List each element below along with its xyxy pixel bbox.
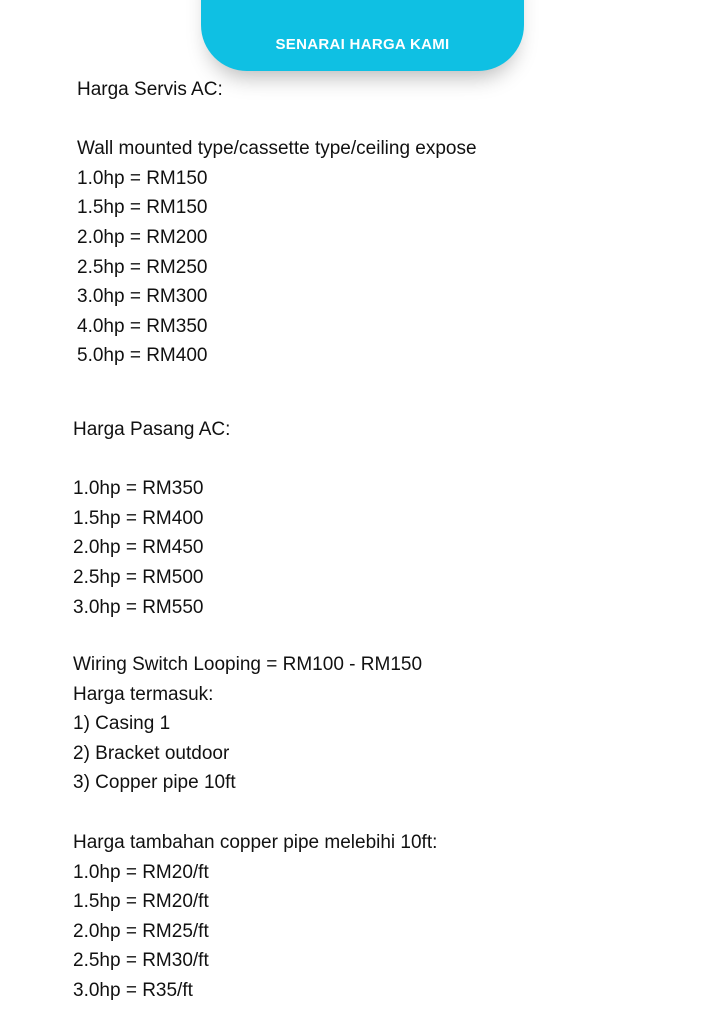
servis-heading: Harga Servis AC:	[77, 79, 223, 100]
tambahan-price-item: 1.0hp = RM20/ft	[73, 861, 209, 883]
servis-price-item: 2.0hp = RM200	[77, 226, 208, 248]
wiring-include-item: 3) Copper pipe 10ft	[73, 772, 236, 794]
servis-price-item: 5.0hp = RM400	[77, 345, 208, 367]
pasang-price-item: 1.5hp = RM400	[73, 507, 204, 529]
tambahan-price-item: 2.0hp = RM25/ft	[73, 920, 209, 942]
pasang-price-section	[73, 415, 230, 622]
tambahan-price-item: 3.0hp = R35/ft	[73, 979, 193, 1001]
servis-type-line: Wall mounted type/cassette type/ceiling expose	[77, 138, 477, 160]
wiring-includes-heading: Harga termasuk:	[73, 683, 214, 705]
servis-price-item: 4.0hp = RM350	[77, 315, 208, 337]
servis-price-item: 1.5hp = RM150	[77, 197, 208, 219]
page-title: SENARAI HARGA KAMI	[275, 36, 450, 53]
servis-price-section	[77, 75, 477, 371]
spacer	[77, 105, 477, 135]
pasang-heading: Harga Pasang AC:	[73, 419, 231, 440]
wiring-include-item: 2) Bracket outdoor	[73, 742, 230, 764]
tambahan-price-item: 1.5hp = RM20/ft	[73, 891, 209, 913]
servis-price-item: 3.0hp = RM300	[77, 286, 208, 308]
spacer	[73, 445, 230, 475]
servis-price-item: 2.5hp = RM250	[77, 256, 208, 278]
wiring-include-item: 1) Casing 1	[73, 713, 171, 735]
pasang-price-item: 1.0hp = RM350	[73, 478, 204, 500]
servis-price-item: 1.0hp = RM150	[77, 167, 208, 189]
pasang-price-item: 2.5hp = RM500	[73, 566, 204, 588]
wiring-price-line: Wiring Switch Looping = RM100 - RM150	[73, 654, 423, 675]
tambahan-heading: Harga tambahan copper pipe melebihi 10ft:	[73, 832, 438, 853]
pasang-price-item: 2.0hp = RM450	[73, 537, 204, 559]
pasang-price-item: 3.0hp = RM550	[73, 596, 204, 618]
tambahan-price-item: 2.5hp = RM30/ft	[73, 950, 209, 972]
wiring-section	[73, 650, 422, 798]
header-tab	[201, 0, 524, 71]
tambahan-price-section	[73, 828, 437, 1006]
